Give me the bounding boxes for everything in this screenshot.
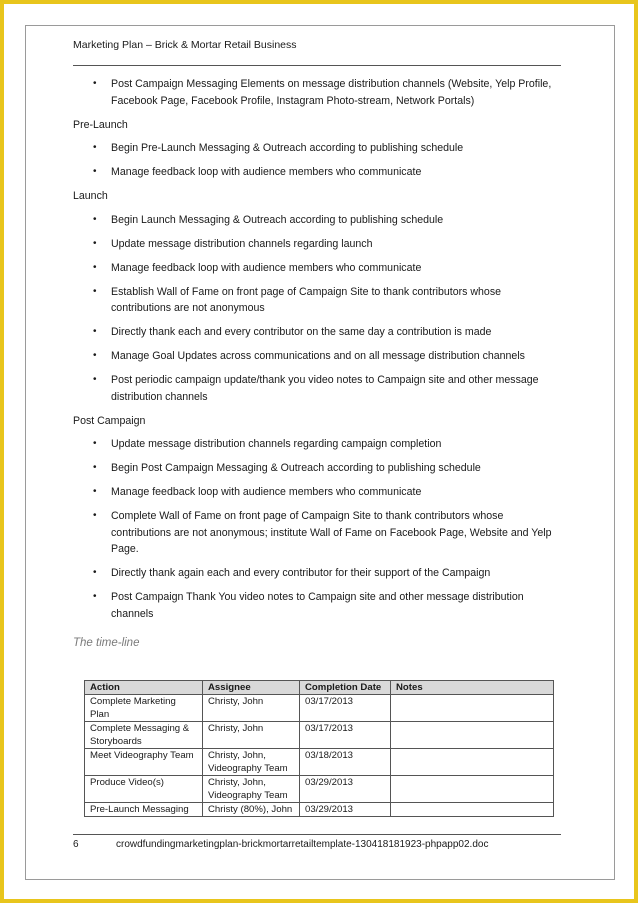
list-item — [73, 212, 563, 229]
table-cell: Christy, John — [203, 722, 300, 749]
timeline-table — [84, 680, 554, 817]
section-heading: Launch — [73, 190, 108, 202]
list-item-text: Establish Wall of Fame on front page of Campaign Site to thank contributors whose contributions are not anonymous — [111, 285, 502, 314]
bullet-icon: • — [93, 462, 97, 473]
list-item-text: Directly thank each and every contributor on the same day a contribution is made — [111, 326, 492, 338]
table-row — [85, 803, 554, 817]
list-item — [73, 140, 563, 157]
list-item-text: Begin Pre-Launch Messaging & Outreach according to publishing schedule — [111, 142, 464, 154]
timeline-heading: The time-line — [73, 637, 140, 649]
table-cell — [391, 722, 554, 749]
bullet-icon: • — [93, 350, 97, 361]
column-header-notes: Notes — [391, 681, 554, 695]
table-cell: Complete Messaging & Storyboards — [85, 722, 203, 749]
list-item — [73, 76, 563, 109]
bullet-icon: • — [93, 213, 97, 225]
document-body — [73, 76, 563, 630]
list-item — [73, 372, 563, 405]
bullet-icon: • — [93, 78, 97, 89]
list-item-text: Manage feedback loop with audience members who communicate — [111, 486, 422, 498]
bullet-icon: • — [93, 261, 97, 273]
section-heading: Post Campaign — [73, 414, 146, 427]
table-cell: Meet Videography Team — [85, 749, 203, 776]
table-cell: Christy, John, Videography Team — [203, 776, 300, 803]
column-header-completion-date: Completion Date — [300, 681, 391, 695]
list-item — [73, 236, 563, 253]
page-number: 6 — [73, 839, 79, 850]
table-cell — [391, 803, 554, 817]
section-launch — [73, 188, 563, 405]
table-cell: 03/29/2013 — [300, 803, 391, 817]
table-cell: Produce Video(s) — [85, 776, 203, 803]
list-item — [73, 484, 563, 501]
bullet-icon: • — [93, 591, 97, 602]
footer-filename: crowdfundingmarketingplan-brickmortarretailtemplate-130418181923-phpapp02.doc — [116, 839, 489, 850]
bullet-icon: • — [93, 486, 97, 497]
list-item-text: Post periodic campaign update/thank you video notes to Campaign site and other message distribution channels — [111, 374, 539, 403]
table-cell: 03/29/2013 — [300, 776, 391, 803]
list-item — [73, 508, 563, 558]
table-cell: 03/18/2013 — [300, 749, 391, 776]
table-cell: Christy (80%), John — [203, 803, 300, 817]
section-post-campaign — [73, 413, 563, 623]
intro-list — [73, 76, 563, 109]
list-item-text: Begin Post Campaign Messaging & Outreach according to publishing schedule — [111, 462, 481, 474]
section-pre-launch — [73, 117, 563, 181]
bullet-icon: • — [93, 142, 97, 153]
bullet-icon: • — [93, 285, 97, 297]
column-header-action: Action — [85, 681, 203, 695]
list-item — [73, 164, 563, 181]
list-item — [73, 436, 563, 453]
list-item-text: Manage Goal Updates across communications and on all message distribution channels — [111, 350, 525, 362]
bullet-list — [73, 140, 563, 181]
bullet-icon: • — [93, 166, 97, 177]
bullet-icon: • — [93, 326, 97, 337]
bullet-list — [73, 212, 563, 406]
table-cell — [391, 695, 554, 722]
bullet-icon: • — [93, 237, 97, 249]
list-item — [73, 589, 563, 622]
table-cell — [391, 749, 554, 776]
column-header-assignee: Assignee — [203, 681, 300, 695]
table-cell: Pre-Launch Messaging — [85, 803, 203, 817]
list-item — [73, 460, 563, 477]
list-item — [73, 260, 563, 277]
list-item-text: Complete Wall of Fame on front page of Campaign Site to thank contributors whose contributions are not anonymous; institute Wall of Fame on Facebook Page, Website and Yelp Page. — [111, 510, 552, 555]
list-item-text: Directly thank again each and every contributor for their support of the Campaign — [111, 567, 491, 579]
list-item-text: Begin Launch Messaging & Outreach according to publishing schedule — [111, 213, 444, 226]
list-item — [73, 348, 563, 365]
bullet-icon: • — [93, 510, 97, 521]
footer-rule — [73, 834, 561, 835]
list-item-text: Update message distribution channels regarding campaign completion — [111, 438, 442, 450]
list-item — [73, 324, 563, 341]
bullet-icon: • — [93, 567, 97, 578]
list-item-text: Update message distribution channels regarding launch — [111, 237, 373, 250]
bullet-icon: • — [93, 438, 97, 449]
list-item-text: Post Campaign Messaging Elements on message distribution channels (Website, Yelp Profile, Facebook Page, Facebook Profile, Instagram Photo-stream, Network Portals) — [111, 78, 552, 107]
list-item — [73, 565, 563, 582]
header-rule — [73, 65, 561, 66]
list-item-text: Post Campaign Thank You video notes to Campaign site and other message distribution channels — [111, 591, 524, 620]
table-row — [85, 776, 554, 803]
table-cell: Christy, John — [203, 695, 300, 722]
list-item — [73, 284, 563, 317]
table-row — [85, 695, 554, 722]
list-item-text: Manage feedback loop with audience members who communicate — [111, 166, 422, 178]
table-cell — [391, 776, 554, 803]
table-row — [85, 749, 554, 776]
table-cell: 03/17/2013 — [300, 722, 391, 749]
list-item-text: Manage feedback loop with audience members who communicate — [111, 261, 422, 274]
table-cell: Christy, John, Videography Team — [203, 749, 300, 776]
section-heading: Pre-Launch — [73, 118, 128, 131]
bullet-list — [73, 436, 563, 622]
bullet-icon: • — [93, 374, 97, 385]
table-header-row — [85, 681, 554, 695]
table-cell: Complete Marketing Plan — [85, 695, 203, 722]
table-row — [85, 722, 554, 749]
running-header: Marketing Plan – Brick & Mortar Retail Business — [73, 39, 297, 51]
table-cell: 03/17/2013 — [300, 695, 391, 722]
